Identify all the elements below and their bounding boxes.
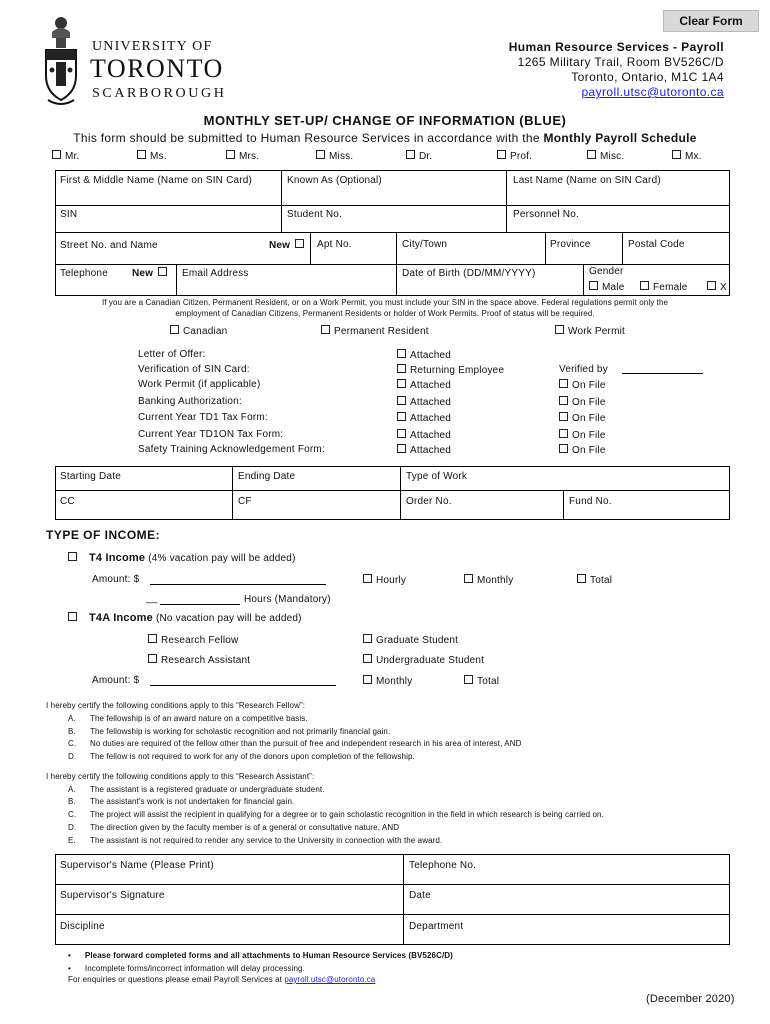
assistant-item-text: The assistant's work is not undertaken for financial gain. <box>90 797 295 806</box>
doc-on-file-option[interactable]: On File <box>559 396 606 408</box>
form-subtitle <box>0 131 770 145</box>
telephone-field[interactable]: Telephone <box>60 268 108 279</box>
checkbox[interactable] <box>397 364 406 373</box>
checkbox[interactable] <box>52 150 61 159</box>
doc-attached-option[interactable]: Returning Employee <box>397 364 504 376</box>
checkbox[interactable] <box>559 412 568 421</box>
supervisor-name-field[interactable]: Supervisor's Name (Please Print) <box>60 860 214 871</box>
checkbox[interactable] <box>464 675 473 684</box>
t4-amount-label: Amount: $ <box>92 574 140 585</box>
payroll-email-link[interactable]: payroll.utsc@utoronto.ca <box>581 85 724 99</box>
doc-label: Current Year TD1ON Tax Form: <box>138 429 284 440</box>
status-permanent-resident[interactable]: Permanent Resident <box>321 325 429 337</box>
checkbox[interactable] <box>559 379 568 388</box>
footer-enquiries: For enquiries or questions please email Payroll Services at payroll.utsc@utoronto.ca <box>68 975 376 984</box>
assistant-item-key: A. <box>68 785 76 794</box>
research-fellow-option[interactable]: Research Fellow <box>148 634 238 646</box>
checkbox[interactable] <box>137 150 146 159</box>
checkbox[interactable] <box>397 444 406 453</box>
fellow-item-text: The fellowship is working for scholastic recognition and not primarily financial gain. <box>90 727 391 736</box>
t4-amount-input[interactable] <box>150 572 326 585</box>
assistant-item-text: The assistant is a registered graduate or undergraduate student. <box>90 785 325 794</box>
verified-by-label: Verified by <box>559 364 608 375</box>
verified-by-input[interactable] <box>622 361 703 374</box>
t4a-monthly-option[interactable]: Monthly <box>363 675 412 687</box>
checkbox[interactable] <box>363 675 372 684</box>
doc-attached-option[interactable]: Attached <box>397 396 451 408</box>
type-of-work-field[interactable]: Type of Work <box>406 471 468 482</box>
salutation-mrs[interactable]: Mrs. <box>226 150 259 162</box>
hours-prefix: __ <box>146 593 158 604</box>
hours-label: Hours (Mandatory) <box>244 594 331 605</box>
clear-form-button[interactable]: Clear Form <box>663 10 759 32</box>
personnel-no-field[interactable]: Personnel No. <box>513 209 579 220</box>
doc-attached-option[interactable]: Attached <box>397 429 451 441</box>
gender-female[interactable]: Female <box>640 281 688 293</box>
checkbox[interactable] <box>148 634 157 643</box>
fellow-item-key: D. <box>68 752 77 761</box>
form-version-date: (December 2020) <box>646 993 735 1005</box>
t4a-amount-input[interactable] <box>150 673 336 686</box>
checkbox[interactable] <box>316 150 325 159</box>
assistant-item-key: E. <box>68 836 76 845</box>
fellow-item-text: No duties are required of the fellow other than the pursuit of free and independent research in his area of interest, AND <box>90 739 522 748</box>
city-field[interactable]: City/Town <box>402 239 448 250</box>
fellow-item-key: B. <box>68 727 76 736</box>
checkbox[interactable] <box>406 150 415 159</box>
doc-attached-option[interactable]: Attached <box>397 444 451 456</box>
discipline-field[interactable]: Discipline <box>60 921 105 932</box>
form-title: MONTHLY SET-UP/ CHANGE OF INFORMATION (BLUE) <box>203 113 567 128</box>
footer-email-link[interactable]: payroll.utsc@utoronto.ca <box>284 975 376 984</box>
gender-male[interactable]: Male <box>589 281 624 293</box>
doc-label: Safety Training Acknowledgement Form: <box>138 444 325 455</box>
checkbox[interactable] <box>559 429 568 438</box>
checkbox[interactable] <box>363 654 372 663</box>
assistant-item-key: D. <box>68 823 77 832</box>
t4-income-option[interactable]: T4 Income (4% vacation pay will be added) <box>68 552 296 564</box>
doc-on-file-option[interactable]: On File <box>559 412 606 424</box>
checkbox[interactable] <box>577 574 586 583</box>
subtitle-schedule: Monthly Payroll Schedule <box>543 131 697 145</box>
university-name-line3: SCARBOROUGH <box>92 86 227 101</box>
address-line2: Toronto, Ontario, M1C 1A4 <box>571 70 724 84</box>
apt-no-field[interactable]: Apt No. <box>317 239 352 250</box>
postal-code-field[interactable]: Postal Code <box>628 239 685 250</box>
checkbox[interactable] <box>397 349 406 358</box>
department-field[interactable]: Department <box>409 921 464 932</box>
order-no-field[interactable]: Order No. <box>406 496 452 507</box>
assistant-item-key: B. <box>68 797 76 806</box>
supervisor-signature-field[interactable]: Supervisor's Signature <box>60 890 165 901</box>
new-address-checkbox[interactable]: New <box>269 239 308 251</box>
cc-field[interactable]: CC <box>60 496 75 507</box>
checkbox[interactable] <box>397 412 406 421</box>
checkbox[interactable] <box>68 552 77 561</box>
t4-monthly-option[interactable]: Monthly <box>464 574 513 586</box>
doc-attached-option[interactable]: Attached <box>397 379 451 391</box>
assistant-item-text: The project will assist the recipient in qualifying for a degree or to gain scholastic recognition in the field in which research is being carried on. <box>90 810 604 819</box>
doc-label: Letter of Offer: <box>138 349 206 360</box>
date-field[interactable]: Date <box>409 890 431 901</box>
checkbox[interactable] <box>397 379 406 388</box>
checkbox[interactable] <box>170 325 179 334</box>
type-of-income-heading: TYPE OF INCOME: <box>46 528 161 542</box>
starting-date-field[interactable]: Starting Date <box>60 471 121 482</box>
footer-bullet2: • Incomplete forms/incorrect information will delay processing. <box>68 964 305 973</box>
doc-label: Banking Authorization: <box>138 396 242 407</box>
ending-date-field[interactable]: Ending Date <box>238 471 296 482</box>
t4-total-option[interactable]: Total <box>577 574 612 586</box>
gender-x[interactable]: X <box>707 281 727 293</box>
t4a-income-option[interactable]: T4A Income (No vacation pay will be added) <box>68 612 302 624</box>
hours-input[interactable] <box>160 592 240 605</box>
checkbox[interactable] <box>321 325 330 334</box>
graduate-student-option[interactable]: Graduate Student <box>363 634 458 646</box>
fellow-item-key: C. <box>68 739 77 748</box>
student-no-field[interactable]: Student No. <box>287 209 343 220</box>
fund-no-field[interactable]: Fund No. <box>569 496 612 507</box>
doc-attached-option[interactable]: Attached <box>397 412 451 424</box>
assistant-intro: I hereby certify the following conditions apply to this “Research Assistant”: <box>46 772 315 781</box>
first-name-field[interactable]: First & Middle Name (Name on SIN Card) <box>60 175 253 186</box>
status-canadian[interactable]: Canadian <box>170 325 227 337</box>
checkbox[interactable] <box>559 444 568 453</box>
fellow-intro: I hereby certify the following conditions apply to this “Research Fellow”: <box>46 701 306 710</box>
checkbox[interactable] <box>707 281 716 290</box>
email-address-field[interactable]: Email Address <box>182 268 249 279</box>
supervisor-phone-field[interactable]: Telephone No. <box>409 860 477 871</box>
doc-attached-option[interactable]: Attached <box>397 349 451 361</box>
doc-on-file-option[interactable]: On File <box>559 379 606 391</box>
sin-notice-line2: employment of Canadian Citizens, Permanent Residents or holder of Work Permits. Proof of status will be required. <box>175 309 595 318</box>
hr-address-block <box>509 40 724 100</box>
salutation-dr[interactable]: Dr. <box>406 150 432 162</box>
checkbox[interactable] <box>397 396 406 405</box>
cf-field[interactable]: CF <box>238 496 252 507</box>
checkbox[interactable] <box>555 325 564 334</box>
doc-label: Work Permit (if applicable) <box>138 379 261 390</box>
checkbox[interactable] <box>589 281 598 290</box>
province-field[interactable]: Province <box>550 239 591 250</box>
fellow-item-text: The fellow is not required to work for any of the donors upon completion of the fellowship. <box>90 752 415 761</box>
salutation-mr[interactable]: Mr. <box>52 150 80 162</box>
t4a-amount-label: Amount: $ <box>92 675 140 686</box>
status-work-permit[interactable]: Work Permit <box>555 325 625 337</box>
checkbox[interactable] <box>587 150 596 159</box>
salutation-miss[interactable]: Miss. <box>316 150 353 162</box>
sin-field[interactable]: SIN <box>60 209 78 220</box>
doc-label: Verification of SIN Card: <box>138 364 250 375</box>
university-name-line2: TORONTO <box>90 54 224 83</box>
salutation-ms[interactable]: Ms. <box>137 150 167 162</box>
gender-label: Gender <box>589 266 624 277</box>
t4a-total-option[interactable]: Total <box>464 675 499 687</box>
checkbox[interactable] <box>464 574 473 583</box>
research-assistant-option[interactable]: Research Assistant <box>148 654 250 666</box>
checkbox[interactable] <box>672 150 681 159</box>
checkbox[interactable] <box>295 239 304 248</box>
assistant-item-key: C. <box>68 810 77 819</box>
checkbox[interactable] <box>363 574 372 583</box>
doc-on-file-option[interactable]: On File <box>559 444 606 456</box>
checkbox[interactable] <box>397 429 406 438</box>
sin-notice-line1: If you are a Canadian Citizen, Permanent Resident, or on a Work Permit, you must include your SIN in the space above. Federal regulations permit only the <box>101 298 669 307</box>
checkbox[interactable] <box>497 150 506 159</box>
address-line1: 1265 Military Trail, Room BV526C/D <box>517 55 724 69</box>
subtitle-text: This form should be submitted to Human Resource Services in accordance with the <box>73 131 544 145</box>
checkbox[interactable] <box>68 612 77 621</box>
assistant-item-text: The direction given by the faculty member is of a general or consultative nature, AND <box>90 823 400 832</box>
undergraduate-student-option[interactable]: Undergraduate Student <box>363 654 484 666</box>
checkbox[interactable] <box>148 654 157 663</box>
university-crest-logo <box>44 14 78 108</box>
checkbox[interactable] <box>559 396 568 405</box>
salutation-mx[interactable]: Mx. <box>672 150 702 162</box>
fellow-item-key: A. <box>68 714 76 723</box>
salutation-prof[interactable]: Prof. <box>497 150 532 162</box>
department-name: Human Resource Services - Payroll <box>508 40 724 54</box>
date-of-birth-field[interactable]: Date of Birth (DD/MM/YYYY) <box>402 268 536 279</box>
t4-hourly-option[interactable]: Hourly <box>363 574 406 586</box>
checkbox[interactable] <box>226 150 235 159</box>
last-name-field[interactable]: Last Name (Name on SIN Card) <box>513 175 661 186</box>
checkbox[interactable] <box>158 267 167 276</box>
checkbox[interactable] <box>363 634 372 643</box>
salutation-misc[interactable]: Misc. <box>587 150 624 162</box>
assistant-item-text: The assistant is not required to render any service to the University in connection with the award. <box>90 836 443 845</box>
doc-label: Current Year TD1 Tax Form: <box>138 412 268 423</box>
fellow-item-text: The fellowship is of an award nature on a competitive basis. <box>90 714 308 723</box>
doc-on-file-option[interactable]: On File <box>559 429 606 441</box>
footer-bullet1: • Please forward completed forms and all attachments to Human Resource Services (BV526C/D) <box>68 951 453 960</box>
checkbox[interactable] <box>640 281 649 290</box>
university-name-line1: UNIVERSITY OF <box>92 39 213 54</box>
new-phone-checkbox[interactable]: New <box>132 267 171 279</box>
street-field[interactable]: Street No. and Name <box>60 240 158 251</box>
known-as-field[interactable]: Known As (Optional) <box>287 175 382 186</box>
